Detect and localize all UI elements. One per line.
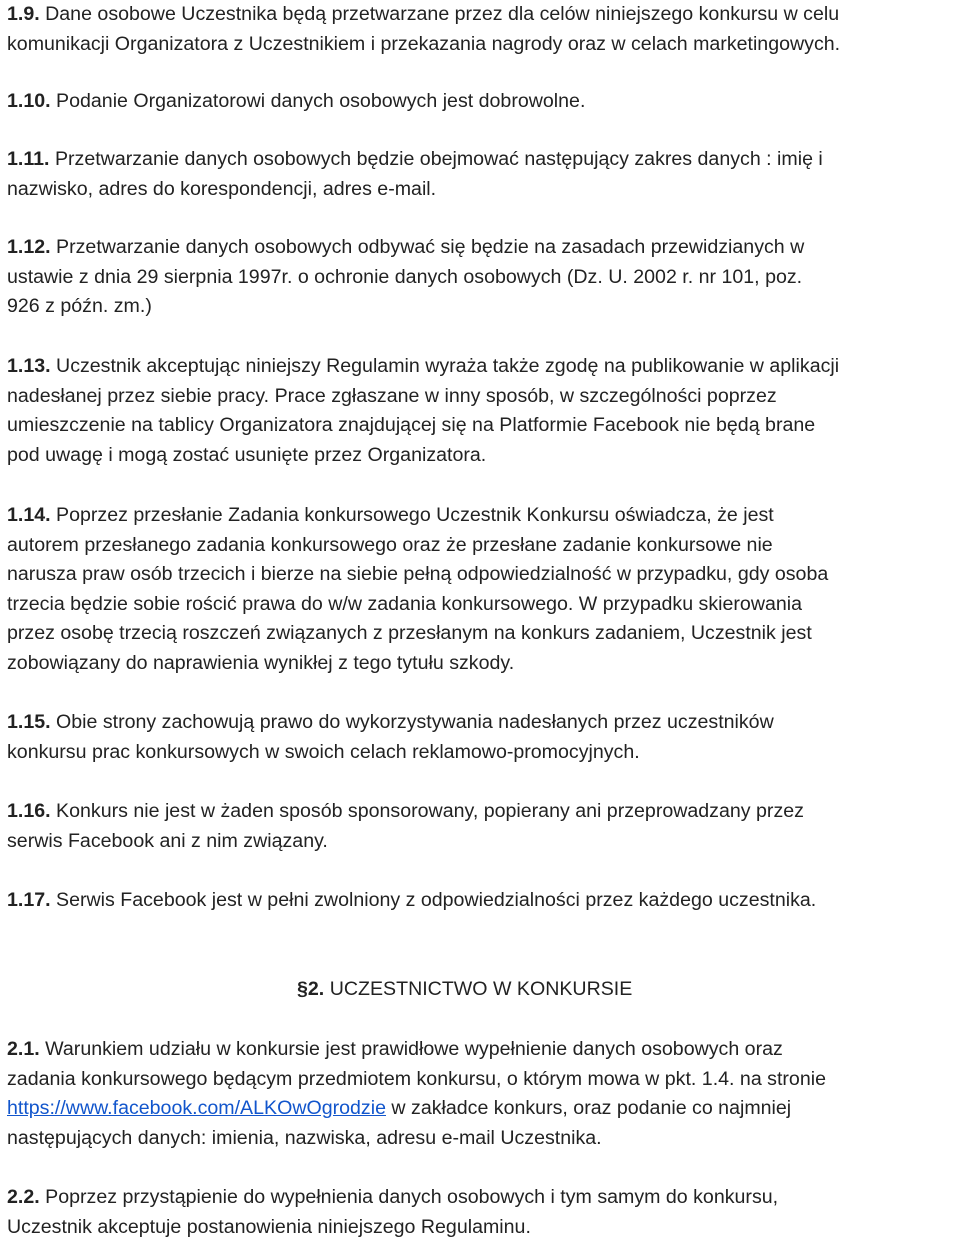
paragraph-line: umieszczenie na tablicy Organizatora znajdującej się na Platformie Facebook nie będą brane: [7, 411, 957, 441]
paragraph-line: [7, 87, 957, 117]
paragraph-number: 1.11.: [7, 148, 50, 170]
paragraph-number: 1.10.: [7, 90, 51, 112]
paragraph-text: Podanie Organizatorowi danych osobowych jest dobrowolne.: [51, 90, 586, 112]
paragraph-line: konkursu prac konkursowych w swoich celach reklamowo-promocyjnych.: [7, 738, 957, 768]
paragraph-line: [7, 1035, 957, 1065]
paragraph-text: Uczestnik akceptując niniejszy Regulamin wyraża także zgodę na publikowanie w aplikacji: [51, 355, 840, 377]
paragraph-1-10: [7, 87, 957, 117]
paragraph-2-1: [7, 1035, 957, 1153]
paragraph-line: narusza praw osób trzecich i bierze na siebie pełną odpowiedzialność w przypadku, gdy osoba: [7, 560, 957, 590]
paragraph-line: [7, 352, 957, 382]
paragraph-line: nazwisko, adres do korespondencji, adres e-mail.: [7, 175, 957, 205]
paragraph-1-13: [7, 352, 957, 470]
paragraph-line: [7, 501, 957, 531]
paragraph-1-12: [7, 233, 957, 322]
paragraph-number: 1.14.: [7, 504, 51, 526]
paragraph-number: 1.12.: [7, 236, 51, 258]
paragraph-number: 2.2.: [7, 1186, 40, 1208]
paragraph-line: przez osobę trzecią roszczeń związanych z przesłanym na konkurs zadaniem, Uczestnik jest: [7, 619, 957, 649]
paragraph-line: Uczestnik akceptuje postanowienia niniejszego Regulaminu.: [7, 1213, 957, 1242]
section-symbol: §2.: [297, 978, 324, 1000]
paragraph-1-9: [7, 0, 957, 59]
paragraph-number: 2.1.: [7, 1038, 40, 1060]
paragraph-number: 1.9.: [7, 3, 40, 25]
paragraph-text: Konkurs nie jest w żaden sposób sponsorowany, popierany ani przeprowadzany przez: [51, 800, 804, 822]
section-title: UCZESTNICTWO W KONKURSIE: [324, 978, 632, 1000]
paragraph-line: [7, 797, 957, 827]
paragraph-line: [7, 1094, 957, 1124]
paragraph-line: nadesłanej przez siebie pracy. Prace zgłaszane w inny sposób, w szczególności poprzez: [7, 382, 957, 412]
paragraph-1-16: [7, 797, 957, 856]
paragraph-line: [7, 0, 957, 30]
paragraph-line: [7, 886, 957, 916]
paragraph-1-11: [7, 145, 957, 204]
paragraph-number: 1.15.: [7, 711, 51, 733]
paragraph-line: następujących danych: imienia, nazwiska, adresu e-mail Uczestnika.: [7, 1124, 957, 1154]
paragraph-1-15: [7, 708, 957, 767]
paragraph-text: Poprzez przystąpienie do wypełnienia danych osobowych i tym samym do konkursu,: [40, 1186, 778, 1208]
paragraph-text: Serwis Facebook jest w pełni zwolniony z odpowiedzialności przez każdego uczestnika.: [51, 889, 817, 911]
paragraph-2-2: [7, 1183, 957, 1242]
paragraph-1-17: [7, 886, 957, 916]
paragraph-line: [7, 708, 957, 738]
paragraph-number: 1.17.: [7, 889, 51, 911]
paragraph-text: Warunkiem udziału w konkursie jest prawidłowe wypełnienie danych osobowych oraz: [40, 1038, 783, 1060]
paragraph-line: 926 z późn. zm.): [7, 292, 957, 322]
paragraph-number: 1.16.: [7, 800, 51, 822]
paragraph-text: Poprzez przesłanie Zadania konkursowego Uczestnik Konkursu oświadcza, że jest: [51, 504, 774, 526]
paragraph-line: pod uwagę i mogą zostać usunięte przez Organizatora.: [7, 441, 957, 471]
paragraph-1-14: [7, 501, 957, 678]
paragraph-line: autorem przesłanego zadania konkursowego oraz że przesłane zadanie konkursowe nie: [7, 531, 957, 561]
paragraph-number: 1.13.: [7, 355, 51, 377]
paragraph-text: Obie strony zachowują prawo do wykorzystywania nadesłanych przez uczestników: [51, 711, 774, 733]
paragraph-line: komunikacji Organizatora z Uczestnikiem i przekazania nagrody oraz w celach marketingowych.: [7, 30, 957, 60]
paragraph-text: Dane osobowe Uczestnika będą przetwarzane przez dla celów niniejszego konkursu w celu: [40, 3, 839, 25]
paragraph-line: ustawie z dnia 29 sierpnia 1997r. o ochronie danych osobowych (Dz. U. 2002 r. nr 101, poz.: [7, 263, 957, 293]
paragraph-line: zadania konkursowego będącym przedmiotem konkursu, o którym mowa w pkt. 1.4. na stronie: [7, 1065, 957, 1095]
section-heading: [297, 975, 632, 1005]
paragraph-text: Przetwarzanie danych osobowych odbywać się będzie na zasadach przewidzianych w: [51, 236, 805, 258]
facebook-link[interactable]: https://www.facebook.com/ALKOwOgrodzie: [7, 1097, 386, 1119]
paragraph-line: [7, 145, 957, 175]
paragraph-line: zobowiązany do naprawienia wynikłej z tego tytułu szkody.: [7, 649, 957, 679]
paragraph-line: [7, 233, 957, 263]
paragraph-line: [7, 1183, 957, 1213]
paragraph-text: w zakładce konkurs, oraz podanie co najmniej: [386, 1097, 791, 1119]
paragraph-text: Przetwarzanie danych osobowych będzie obejmować następujący zakres danych : imię i: [50, 148, 823, 170]
paragraph-line: serwis Facebook ani z nim związany.: [7, 827, 957, 857]
paragraph-line: trzecia będzie sobie rościć prawa do w/w zadania konkursowego. W przypadku skierowania: [7, 590, 957, 620]
